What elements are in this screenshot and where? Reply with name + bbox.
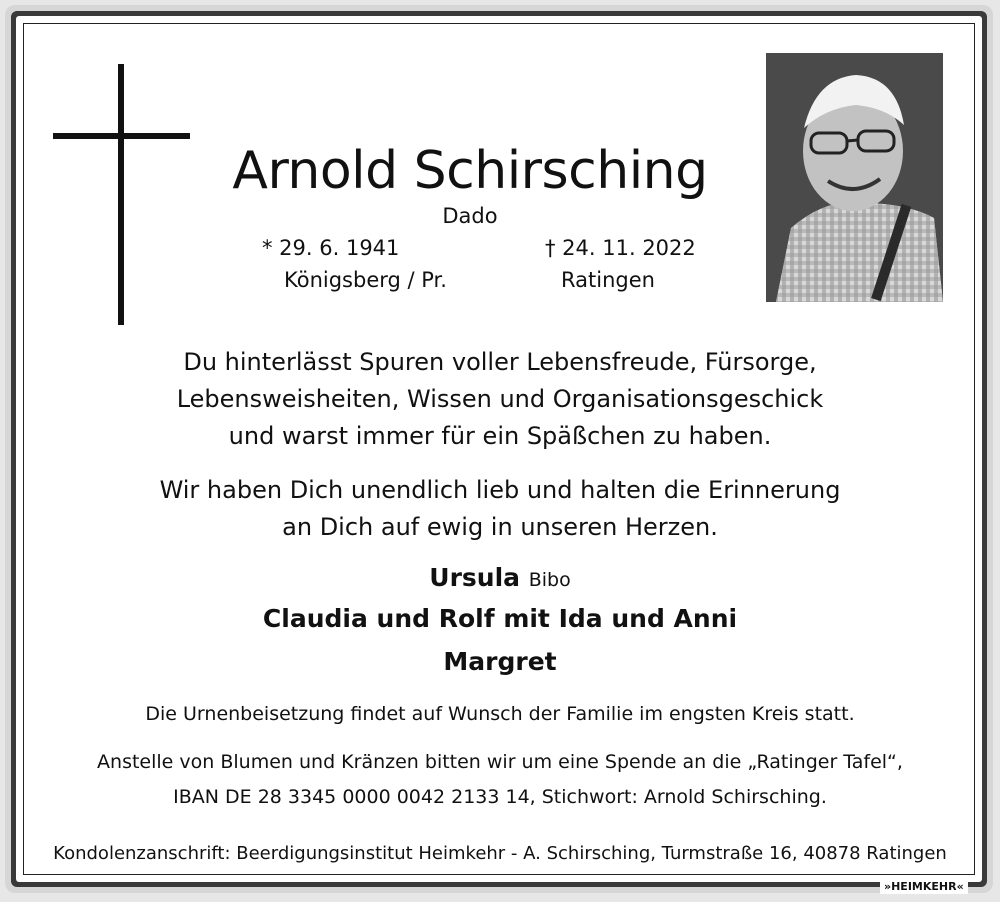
deceased-name: Arnold Schirsching xyxy=(232,141,708,201)
birth-place: Königsberg / Pr. xyxy=(284,268,447,292)
verse-line: und warst immer für ein Späßchen zu haben. xyxy=(228,422,772,450)
family-name: Ursula xyxy=(429,563,521,592)
birth-date: * 29. 6. 1941 xyxy=(262,236,400,260)
cross-icon xyxy=(118,64,124,325)
verse-line: an Dich auf ewig in unseren Herzen. xyxy=(282,513,718,541)
family-line-1 xyxy=(100,560,900,598)
death-date: † 24. 11. 2022 xyxy=(545,236,696,260)
verse-line: Wir haben Dich unendlich lieb und halten die Erinnerung xyxy=(159,476,841,504)
donation-line: Anstelle von Blumen und Kränzen bitten wir um eine Spende an die „Ratinger Tafel“, xyxy=(97,751,903,773)
family-line-3: Margret xyxy=(443,647,557,676)
verse-line: Lebensweisheiten, Wissen und Organisationsgeschick xyxy=(176,385,824,413)
funeral-note: Die Urnenbeisetzung findet auf Wunsch der Familie im engsten Kreis statt. xyxy=(145,703,855,725)
donation-line: IBAN DE 28 3345 0000 0042 2133 14, Stichwort: Arnold Schirsching. xyxy=(173,786,827,808)
cross-icon-bar xyxy=(53,133,190,139)
publisher-tag: »HEIMKEHR« xyxy=(880,880,968,894)
portrait-photo xyxy=(766,53,943,302)
condolence-address: Kondolenzanschrift: Beerdigungsinstitut Heimkehr - A. Schirsching, Turmstraße 16, 40878 Ratingen xyxy=(53,843,947,864)
death-place: Ratingen xyxy=(561,268,655,292)
nickname: Dado xyxy=(442,204,498,228)
family-line-2: Claudia und Rolf mit Ida und Anni xyxy=(262,604,738,633)
verse-line: Du hinterlässt Spuren voller Lebensfreude, Fürsorge, xyxy=(183,348,817,376)
family-nickname: Bibo xyxy=(528,569,571,591)
